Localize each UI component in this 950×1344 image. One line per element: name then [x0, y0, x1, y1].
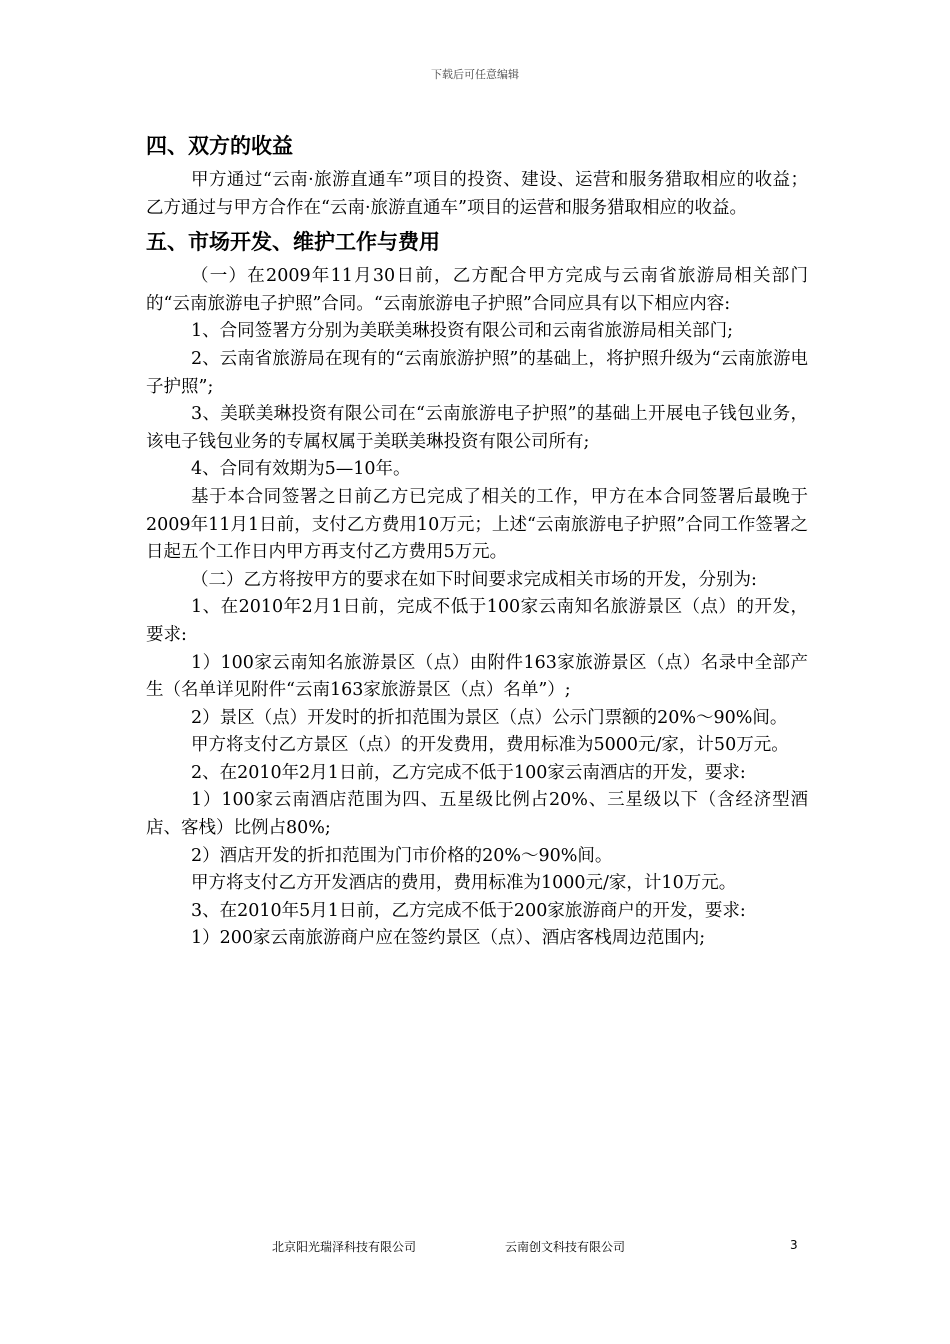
list-item: 1）200家云南旅游商户应在签约景区（点）、酒店客栈周边范围内; — [191, 928, 706, 949]
list-item: 1）100家云南酒店范围为四、五星级比例占20%、三星级以下（含经济型酒店、客栈）比例占80%; — [146, 790, 808, 839]
list-item: 1、合同签署方分别为美联美琳投资有限公司和云南省旅游局相关部门; — [191, 321, 734, 342]
paragraph-market-1: （一）在2009年11月30日前，乙方配合甲方完成与云南省旅游局相关部门的“云南旅游电子护照”合同。“云南旅游电子护照”合同应具有以下相应内容: — [146, 266, 808, 314]
page-header-note: 下载后可任意编辑 — [431, 68, 519, 81]
section-heading-benefits: 四、双方的收益 — [146, 134, 293, 158]
paragraph-payment: 基于本合同签署之日前乙方已完成了相关的工作，甲方在本合同签署后最晚于2009年11月1日前，支付乙方费用10万元；上述“云南旅游电子护照”合同工作签署之日起五个工作日内甲方再支付乙方费用5万元。 — [146, 486, 808, 563]
footer-company-left: 北京阳光瑞泽科技有限公司 — [272, 1240, 417, 1254]
section-heading-market: 五、市场开发、维护工作与费用 — [146, 230, 440, 255]
list-item: 1）100家云南知名旅游景区（点）由附件163家旅游景区（点）名录中全部产生（名单详见附件“云南163家旅游景区（点）名单”）; — [146, 652, 808, 701]
list-item: 2）景区（点）开发时的折扣范围为景区（点）公示门票额的20%～90%间。 — [191, 707, 788, 728]
paragraph-payment: 甲方将支付乙方开发酒店的费用，费用标准为1000元/家，计10万元。 — [191, 873, 737, 894]
list-item: 3、美联美琳投资有限公司在“云南旅游电子护照”的基础上开展电子钱包业务，该电子钱包业务的专属权属于美联美琳投资有限公司所有; — [146, 404, 808, 452]
list-item: 3、在2010年5月1日前，乙方完成不低于200家旅游商户的开发，要求: — [191, 900, 746, 921]
document-body — [146, 128, 808, 953]
list-item: 2、云南省旅游局在现有的“云南旅游护照”的基础上，将护照升级为“云南旅游电子护照”; — [146, 348, 808, 397]
page-number: 3 — [790, 1238, 798, 1252]
paragraph-payment: 甲方将支付乙方景区（点）的开发费用，费用标准为5000元/家，计50万元。 — [191, 735, 789, 756]
list-item: 1、在2010年2月1日前，完成不低于100家云南知名旅游景区（点）的开发，要求: — [146, 597, 808, 645]
paragraph-benefits: 甲方通过“云南·旅游直通车”项目的投资、建设、运营和服务猎取相应的收益；乙方通过与甲方合作在“云南·旅游直通车”项目的运营和服务猎取相应的收益。 — [146, 170, 808, 218]
footer-company-right: 云南创文科技有限公司 — [505, 1240, 626, 1254]
list-item: 2）酒店开发的折扣范围为门市价格的20%～90%间。 — [191, 845, 613, 866]
list-item: 2、在2010年2月1日前，乙方完成不低于100家云南酒店的开发，要求: — [191, 762, 746, 783]
list-item: 4、合同有效期为5—10年。 — [191, 459, 411, 480]
paragraph-market-2: （二）乙方将按甲方的要求在如下时间要求完成相关市场的开发，分别为: — [191, 569, 757, 590]
